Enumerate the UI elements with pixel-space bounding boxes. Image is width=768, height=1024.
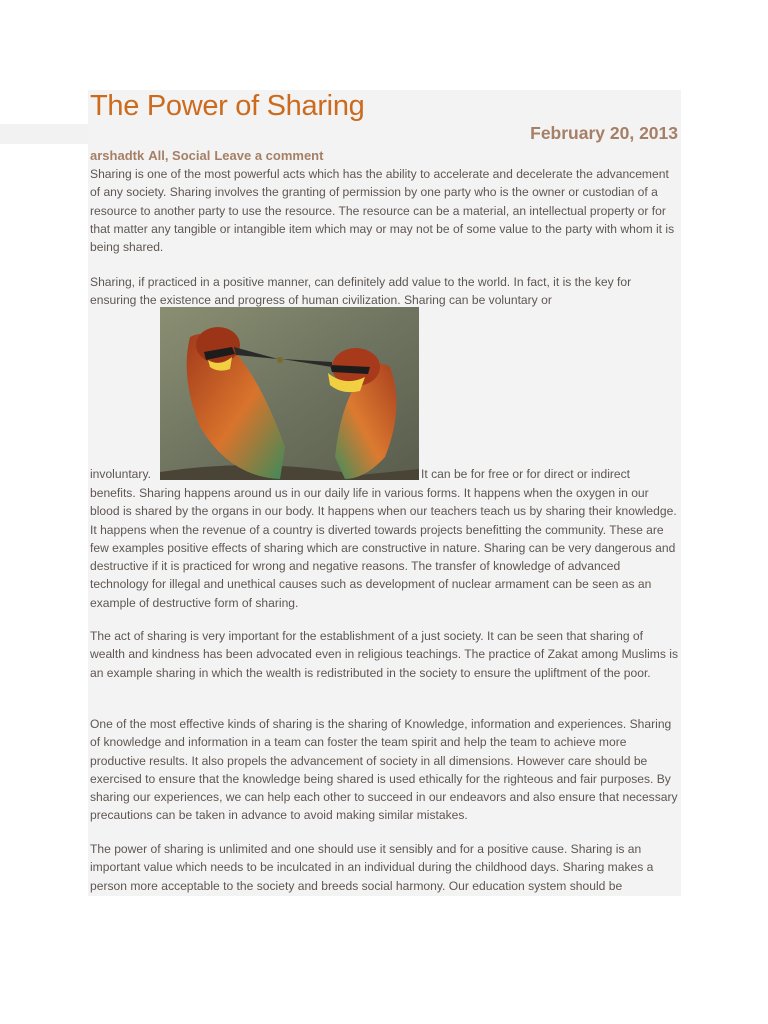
bee-eaters-photo — [160, 307, 419, 480]
post-date: February 20, 2013 — [530, 123, 678, 143]
post-meta — [90, 147, 327, 165]
paragraph-5: The power of sharing is unlimited and one should use it sensibly and for a positive cause. Sharing is an important value which needs to be inculcated in an individual during the childhood days. Sharing makes a person more acceptable to the society and breeds social harmony. Our education system should be — [90, 842, 654, 893]
paragraph-2-inline-right: It can be for free or for direct or indirect — [421, 467, 631, 481]
paragraph-3: The act of sharing is very important for the establishment of a just society. It can be seen that sharing of wealth and kindness has been advocated even in religious teachings. The practice of Zakat among Muslims is an example sharing in which the wealth is redistributed in the society to ensure the upliftment of the poor. — [90, 629, 678, 680]
paragraph-4: One of the most effective kinds of sharing is the sharing of Knowledge, information and experiences. Sharing of knowledge and information in a team can foster the team spirit and help the team to achieve more productive results. It also propels the advancement of society in all dimensions. However care should be exercised to ensure that the knowledge being shared is used ethically for the righteous and fair purposes. By sharing our experiences, we can help each other to succeed in our endeavors and also ensure that necessary precautions can be taken in advance to avoid making similar mistakes. — [90, 717, 678, 823]
article-title[interactable]: The Power of Sharing — [90, 90, 365, 122]
category-links[interactable]: All, Social — [148, 148, 211, 163]
side-tab — [0, 124, 88, 144]
leave-comment-link[interactable]: Leave a comment — [214, 148, 324, 163]
paragraph-2-start: Sharing, if practiced in a positive manner, can definitely add value to the world. In fact, it is the key for ensuring the existence and progress of human civilization. Sharing can be voluntary or — [90, 275, 632, 308]
author-link[interactable]: arshadtk — [90, 148, 145, 163]
paragraph-2-inline-left: involuntary. — [90, 467, 151, 481]
paragraph-1: Sharing is one of the most powerful acts which has the ability to accelerate and decelerate the advancement of any society. Sharing involves the granting of permission by one party who is the owner or custodian of a resource to another party to use the resource. The resource can be a material, an intellectual property or for that matter any tangible or intangible item which may or may not be of some value to the party with whom it is being shared. — [90, 167, 675, 255]
paragraph-2-rest: benefits. Sharing happens around us in our daily life in various forms. It happens when the oxygen in our blood is shared by the organs in our body. It happens when our teachers teach us by sharing their knowledge. It happens when the revenue of a country is diverted towards projects benefitting the community. These are few examples positive effects of sharing which are constructive in nature. Sharing can be very dangerous and destructive if it is practiced for wrong and negative reasons. The transfer of knowledge of advanced technology for illegal and unethical causes such as development of nuclear armament can be seen as an example of destructive form of sharing. — [90, 486, 677, 610]
